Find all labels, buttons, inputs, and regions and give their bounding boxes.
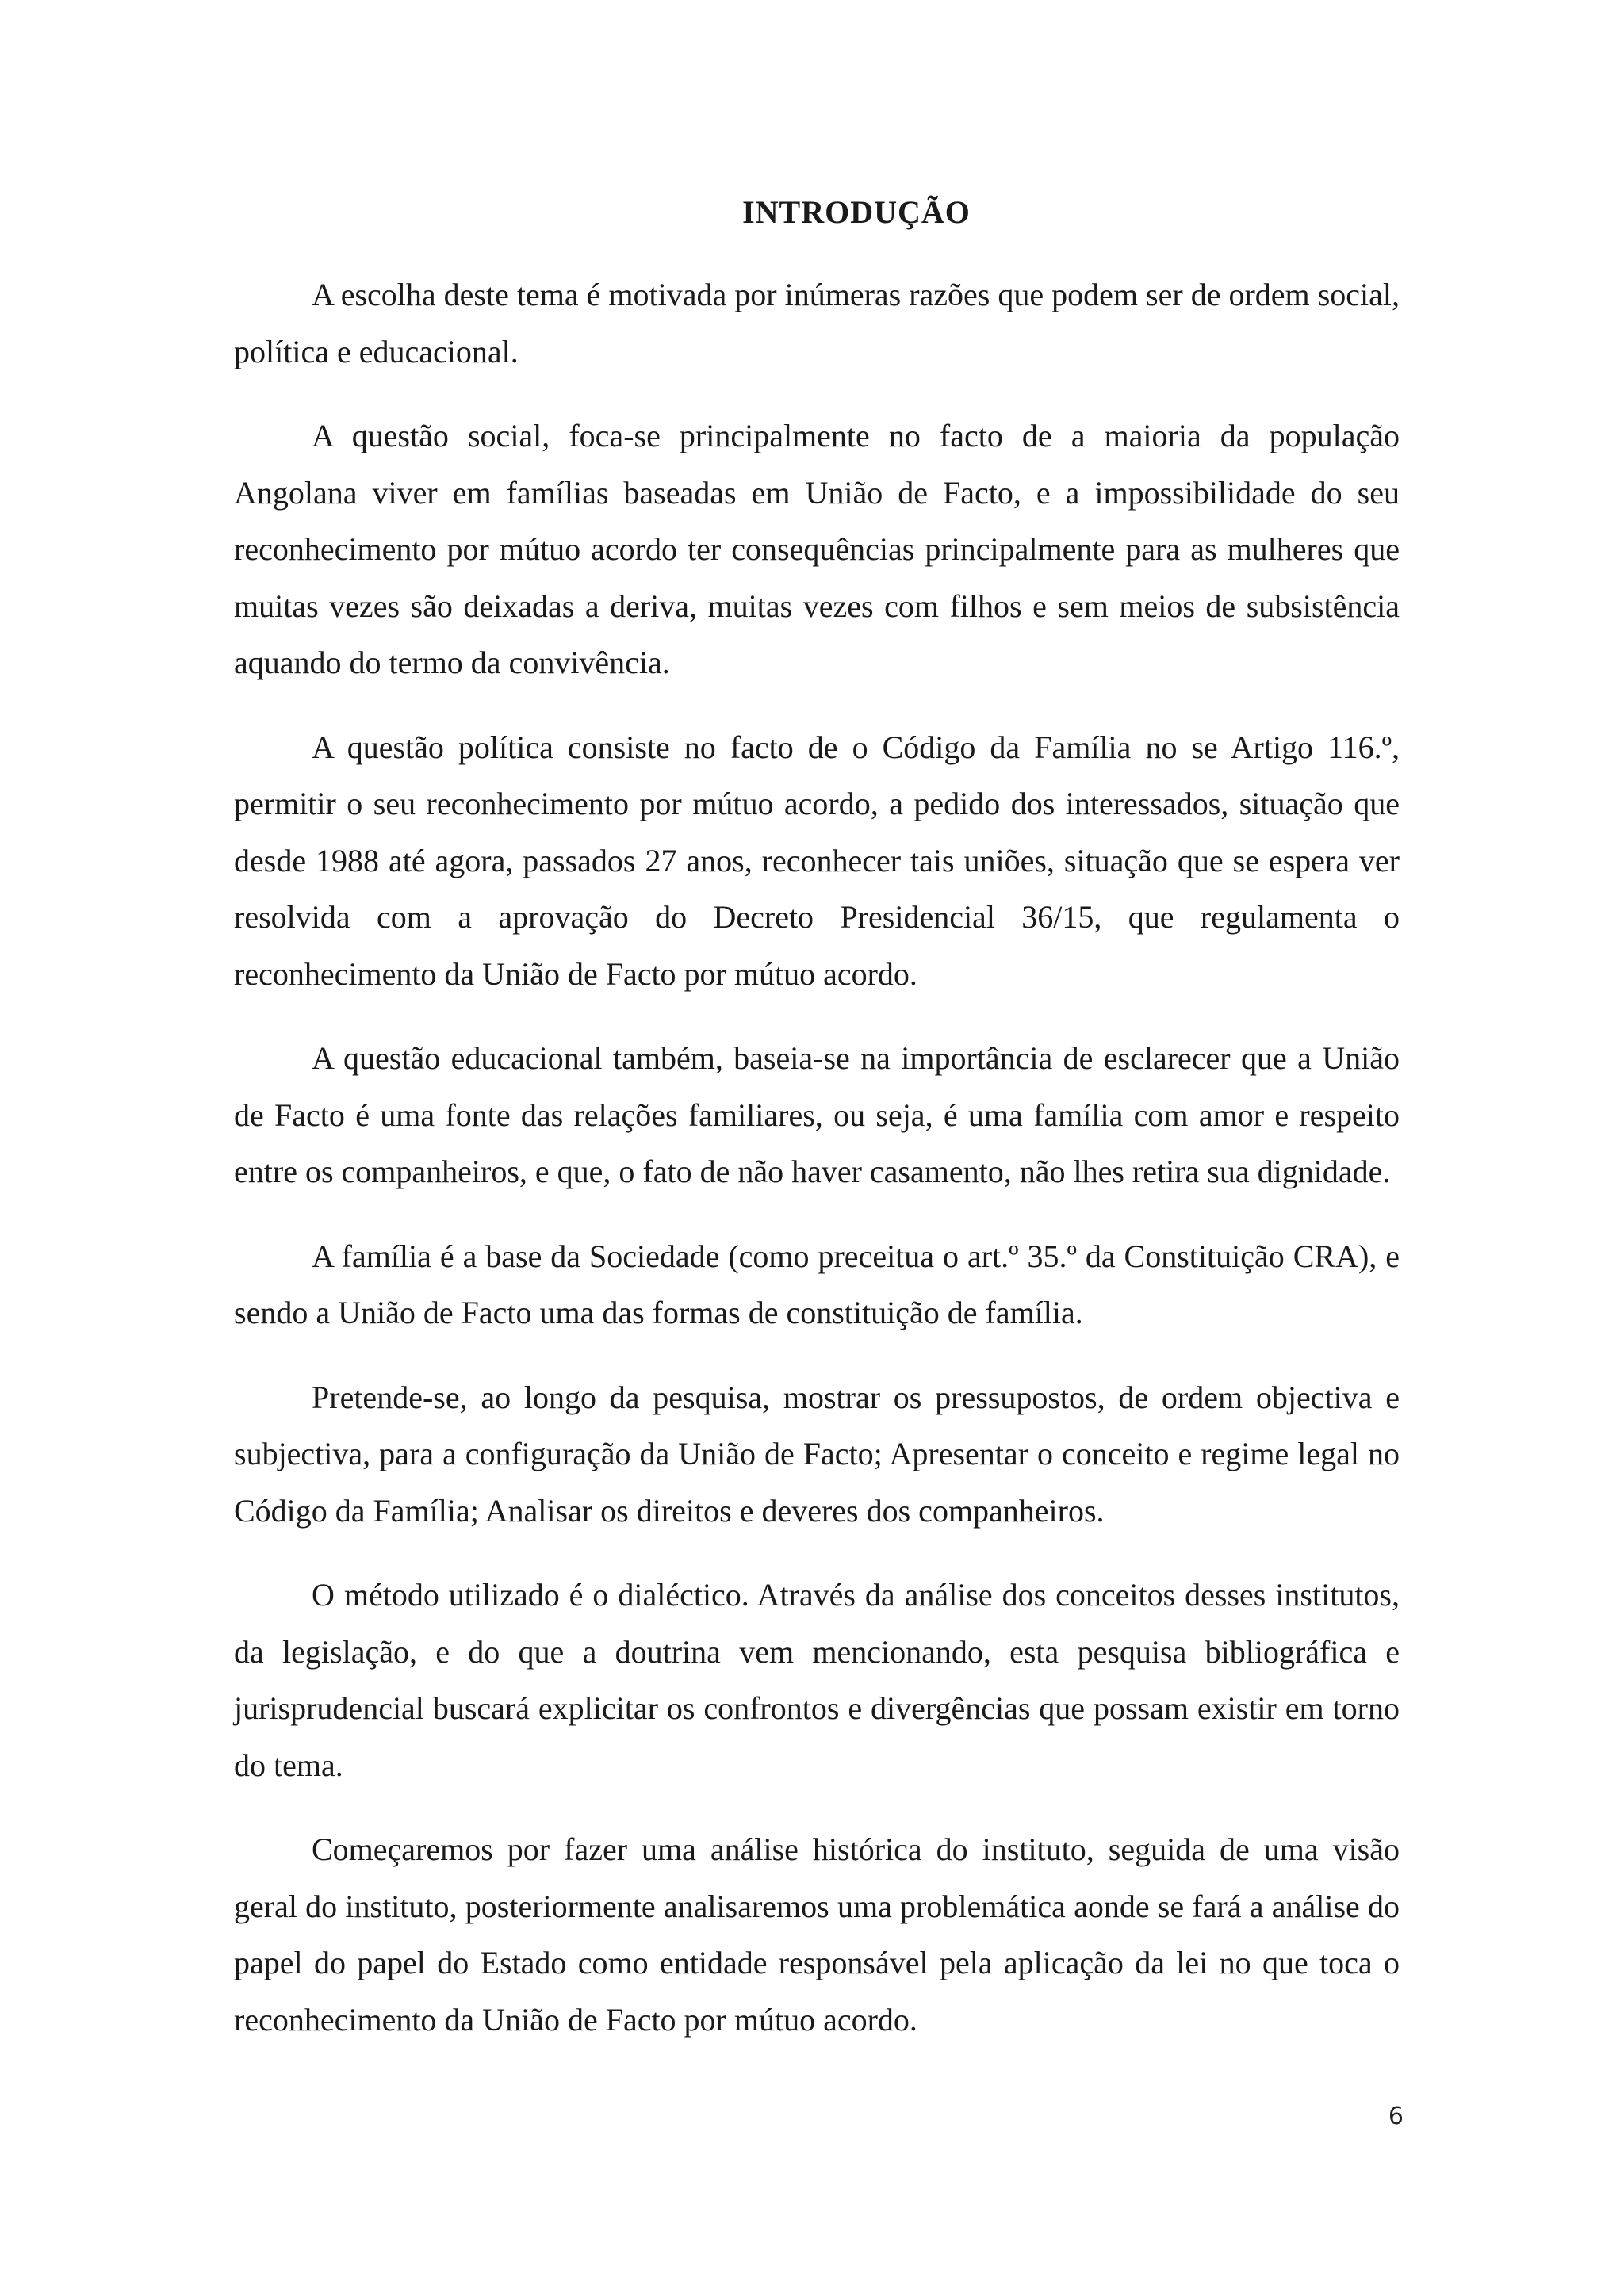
- section-title: INTRODUÇÃO: [742, 194, 971, 230]
- page-number: 6: [1388, 2103, 1404, 2130]
- paragraph-method: O método utilizado é o dialéctico. Através da análise dos conceitos desses institutos, da legislação, e do que a doutrina vem mencionando, esta pesquisa bibliográfica e jurisprudencial buscará explicitar os confrontos e divergências que possam existir em torno do tema.: [234, 1577, 1400, 1783]
- body-text: [234, 266, 1400, 2076]
- paragraph-political: A questão política consiste no facto de o Código da Família no se Artigo 116.º, permitir o seu reconhecimento por mútuo acordo, a pedido dos interessados, situação que desde 1988 até agora, passados 27 anos, reconhecer tais uniões, situação que se espera ver resolvida com a aprovação do Decreto Presidencial 36/15, que regulamenta o reconhecimento da União de Facto por mútuo acordo.: [234, 729, 1400, 992]
- paragraph-intro: A escolha deste tema é motivada por inúmeras razões que podem ser de ordem social, política e educacional.: [234, 277, 1400, 369]
- paragraph-social: A questão social, foca-se principalmente no facto de a maioria da população Angolana viver em famílias baseadas em União de Facto, e a impossibilidade do seu reconhecimento por mútuo acordo ter consequências principalmente para as mulheres que muitas vezes são deixadas a deriva, muitas vezes com filhos e sem meios de subsistência aquando do termo da convivência.: [234, 418, 1400, 680]
- paragraph-objectives: Pretende-se, ao longo da pesquisa, mostrar os pressupostos, de ordem objectiva e subjectiva, para a configuração da União de Facto; Apresentar o conceito e regime legal no Código da Família; Analisar os direitos e deveres dos companheiros.: [234, 1379, 1400, 1529]
- paragraph-family: A família é a base da Sociedade (como preceitua o art.º 35.º da Constituição CRA), e sendo a União de Facto uma das formas de constituição de família.: [234, 1238, 1400, 1330]
- paragraph-educational: A questão educacional também, baseia-se na importância de esclarecer que a União de Facto é uma fonte das relações familiares, ou seja, é uma família com amor e respeito entre os companheiros, e que, o fato de não haver casamento, não lhes retira sua dignidade.: [234, 1040, 1400, 1189]
- paragraph-structure: Começaremos por fazer uma análise histórica do instituto, seguida de uma visão geral do instituto, posteriormente analisaremos uma problemática aonde se fará a análise do papel do papel do Estado como entidade responsável pela aplicação da lei no que toca o reconhecimento da União de Facto por mútuo acordo.: [234, 1831, 1400, 2038]
